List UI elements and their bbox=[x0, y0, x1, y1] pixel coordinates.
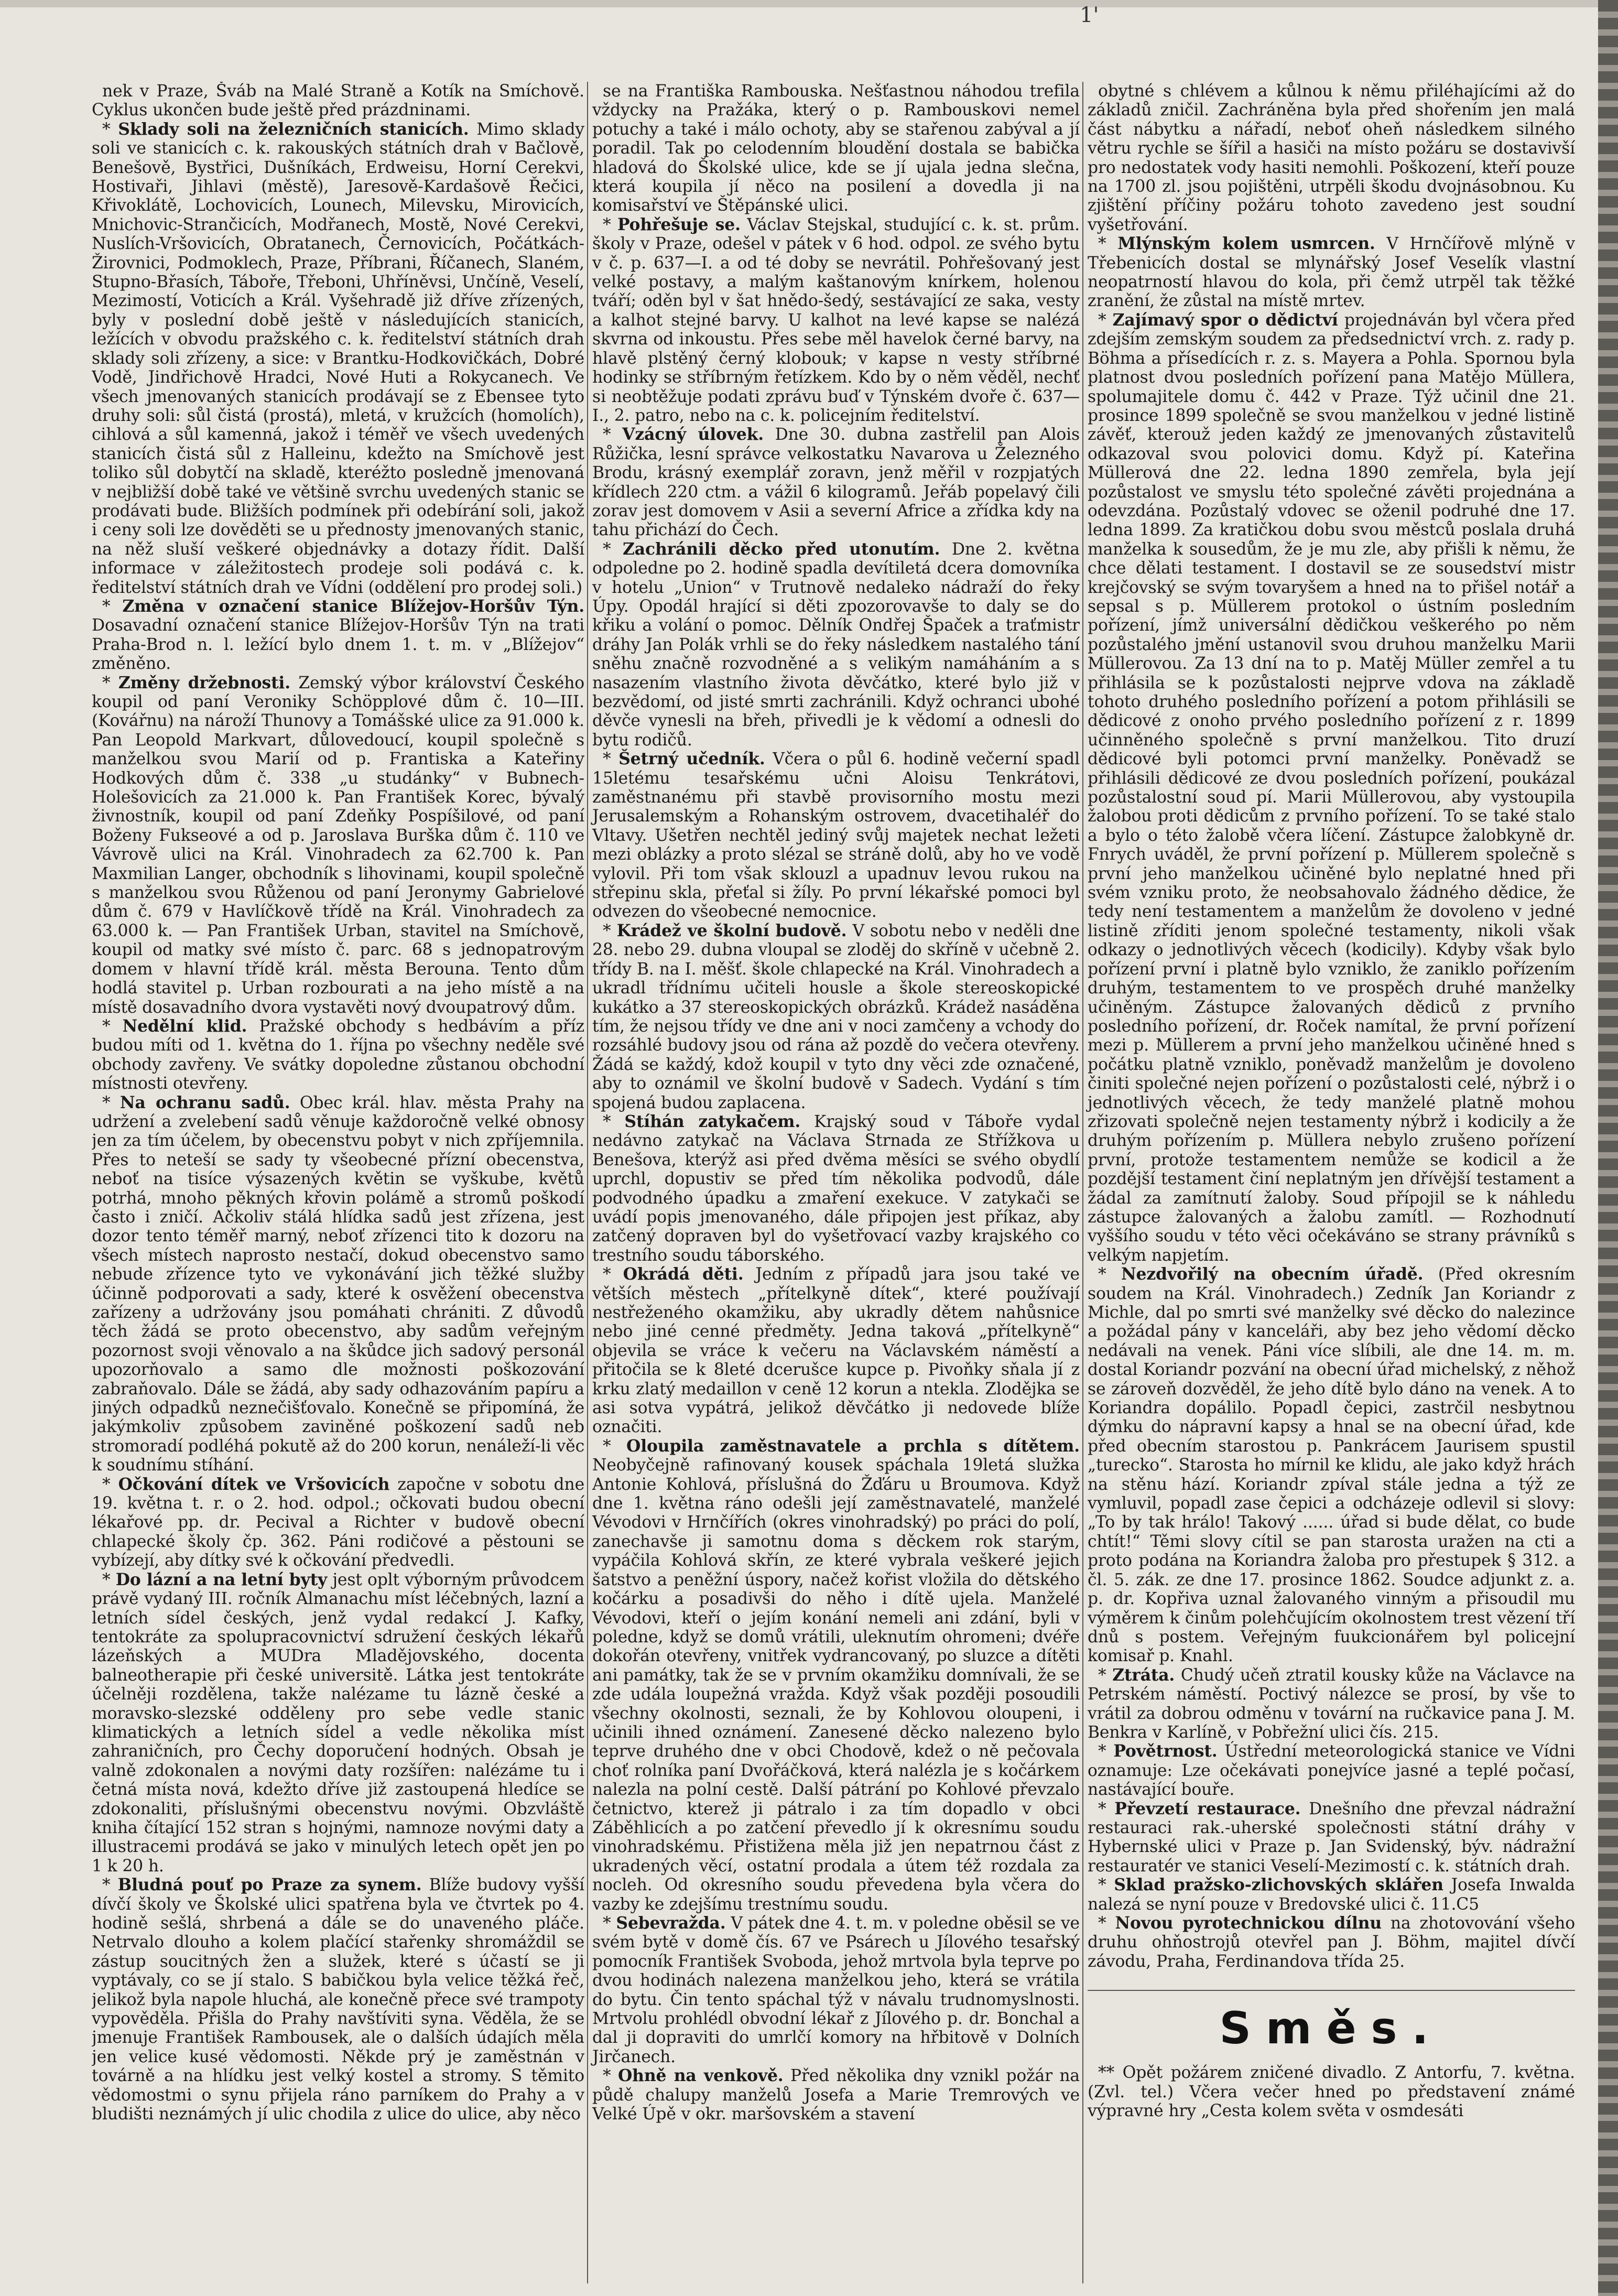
news-item: * Do lázní a na letní byty jest oplt výborným průvodcem právě vydaný III. ročník Almanachu míst léčebných, lazní a letních sídel českých, jenž vydal redakcí J. Kafky, tentokráte za spolupracovnictví sdružení českých lékařů lázeňských a MUDra Mladějovského, docenta balneotherapie při české universitě. Látka jest tentokráte účelněji rozdělena, takže nalézame tu lázně české a moravsko-slezské odděleny pro sebe vedle stanic klimatických a letních sídel a vedle několika míst zahraničních, pro Čechy doporučení hodných. Obsah je valně zdokonalen a novými daty rozšířen: nalézáme tu i četná místa nová, kdežto dříve již zastoupená hledíce se zdokonaliti, příslušnými obecenstvu novými. Obzvláště kniha čítající 152 stran s hojnými, namnoze novými daty a illustracemi prodává se jako v minulých letech opět jen po 1 k 20 h. bbox=[92, 1570, 584, 1876]
binding-edge bbox=[1598, 0, 1618, 2296]
news-item: * Převzetí restaurace. Dnešního dne převzal nádražní restauraci rak.-uherské společnosti státní dráhy v Hybernské ulici v Praze p. Jan Svidenský, býv. nádražní restauratér ve stanici Veselí-Mezimostí c. k. státních drah. bbox=[1088, 1799, 1575, 1876]
news-item-text: V pátek dne 4. t. m. v poledne oběsil se ve svém bytě v domě čís. 67 ve Psárech u Jílového tesařský pomocník František Svoboda, jehož mrtvola byla teprve po dvou hodinách nalezena manželkou jeho, která se vrátila do bytu. Čin tento spáchal týž v návalu trudnomyslnosti. Mrtvolu prohlédl obvodní lékař z Jílového p. dr. Bonchal a dal ji dopraviti do umrlčí komory na hřbitově v Dolních Jirčanech. bbox=[592, 1914, 1080, 2066]
news-item-headline: Vzácný úlovek. bbox=[622, 425, 764, 445]
news-item-text: Jedním z případů jara jsou také ve větších městech „přítelkyně dítek“, které používají nestřeženého okamžiku, aby ukradly dětem nahůsnice nebo jiné cenné předměty. Jedna taková „přítelkyně“ objevila se vráce k večeru na Václavském náměstí a přitočila se k 8leté dcerušce kupce p. Pivoňky sňala jí z krku zlatý medaillon v ceně 12 korun a ntekla. Zlodějka se asi sotva vypátrá, jelikož děvčátko ji nedovede blíže označiti. bbox=[592, 1265, 1080, 1437]
news-item: * Oloupila zaměstnavatele a prchla s dítětem. Neobyčejně rafinovaný kousek spáchala 19letá služka Antonie Kohlová, příslušná do Žďáru u Broumova. Když dne 1. května ráno odešli její zaměstnavatelé, manželé Vévodovi v Hrnčířích (okres vinohradský) po práci do polí, zanechavše ji samotnu doma s děckem rok starým, vypáčila Kohlová skřín, ze které vybrala veškeré jejich šatstvo a peněžní úspory, načež kořist vložila do dětského kočárku a posadivši do něho i dítě ujela. Manželé Vévodovi, kteří o jejím konání nemeli ani zdání, byli v poledne, když se domů vrátili, uleknutím ohromeni; dvéře dokořán otevřeny, vnitřek vydrancovaný, po sluzce a dítěti ani památky, tak že se v prvním okamžiku domnívali, že se zde udála loupežná vražda. Když však později posoudili všechny okolnosti, seznali, že by Kohlovou oloupeni, i učinili ihned oznámení. Zanesené děcko nalezeno bylo teprve druhého dne v obci Chodově, kdež o ně pečovala choť rolníka paní Dvořáčková, která nalézla je s kočárkem nalezla na polní cestě. Další pátrání po Kohlové převzalo četnictvo, kterež ji pátralo i za tím dopadlo v obci Záběhlicích a po zatčení převedlo jí k okresnímu soudu vinohradskému. Přistižena měla již jen nepatrnou část z ukradených věcí, ostatní prodala a útem též rozdala za nocleh. Od okresního soudu převedena byla včera do vazby ke zdejšímu trestnímu soudu. bbox=[592, 1436, 1080, 1914]
news-item-text: Před několika dny vznikl požár na půdě chalupy manželů Josefa a Marie Tremrových ve Velké Úpě v okr. maršovském a stavení bbox=[592, 2066, 1080, 2124]
news-item-headline: Na ochranu sadů. bbox=[120, 1093, 290, 1112]
news-item-text: započne v sobotu dne 19. května t. r. o 2. hod. odpol.; očkovati budou obecní lékařové pp. dr. Pecival a Richter v budově obecní chlapecké školy čp. 362. Páni rodičové a pěstouni se vybízejí, aby dítky své k očkování předvedli. bbox=[92, 1475, 584, 1571]
text-columns bbox=[92, 82, 1575, 2283]
news-item bbox=[1088, 82, 1575, 234]
news-item: * Bludná pouť po Praze za synem. Blíže budovy vyšší dívčí školy ve Školské ulici spatřena byla ve čtvrtek po 4. hodině sešlá, shrbená a dále se do unaveného pláče. Netrvalo dlouho a kolem plačící stařenky shromáždil se zástup soucitných žen a služek, které s účastí se ji vyptávaly, co se jí stalo. S babičkou byla velice těžká řeč, jelikož byla napole hluchá, ale konečně přece své trampoty vypověděla. Přišla do Prahy navštíviti syna. Věděla, že se jmenuje František Rambousek, ale o dalších údajích měla jen velice kusé vědomosti. Někde prý je zaměstnán v továrně a na hlídku jest velký kostel a stromy. S těmito vědomostmi o synu přijela ráno parníkem do Prahy a v bludišti neznámých jí ulic chodila z ulice do ulice, aby něco bbox=[92, 1876, 584, 2124]
news-item bbox=[592, 82, 1080, 215]
news-item-text: Chudý učeň ztratil kousky kůže na Václavce na Petrském náměstí. Poctivý nálezce se prosí, by vše to vrátil za dobrou odměnu v tovární na ručkavice pana J. M. Benkra v Karlíně, v Pobřežní ulici čís. 215. bbox=[1088, 1665, 1575, 1742]
column-2 bbox=[587, 82, 1080, 2283]
news-item-headline: Nezdvořilý na obecním úřadě. bbox=[1121, 1265, 1424, 1284]
news-item-text: ** Opět požárem zničené divadlo. Z Antorfu, 7. května. (Zvl. tel.) Včera večer hned po představení známé výpravné hry „Cesta kolem světa v osmdesáti bbox=[1088, 2063, 1575, 2121]
news-item: * Stíhán zatykačem. Krajský soud v Táboře vydal nedávno zatykač na Václava Strnada ze Střížkova u Benešova, kterýž asi před dvěma měsíci se svého obydlí uprchl, dopustiv se před tím několika podvodů, dále podvodného úpadku a zmaření exekuce. V zatykači se uvádí popis jmenovaného, dále připojen jest příkaz, aby zatčený dopraven byl do vyšetřovací vazby krajského co trestního soudu táborského. bbox=[592, 1112, 1080, 1265]
news-item-text: Obec král. hlav. města Prahy na udržení a zvelebení sadů věnuje každoročně velké obnosy jen za tím účelem, by obecenstvu pobyt v nich zpříjemnila. Přes to neteší se sady ty všeobecné přízní obecenstva, neboť na tisíce výsazených květin se vyškube, květů potrhá, mnoho pěkných křovin polámě a stromů poškodí často i zničí. Ačkoliv stálá hlídka sadů jest zřízena, jest dozor tento téměř marný, neboť zřízenci tito k dozoru na všech místech naprosto nestačí, dokud obecenstvo samo nebude zřízence tyto ve vykonávání jich těžké služby účinně podporovati a sady, které k osvěžení obecenstva zařízeny a udržovány jsou pomáhati chrániti. Z důvodů těch žádá se proto obecenstvo, aby sadům veřejným pozornost svoji věnovalo a na škůdce jich sadový personál upozorňovalo a samo dle možnosti poškozování zabraňovalo. Dále se žádá, aby sady odhazováním papíru a jiných odpadků neznečišťovalo. Konečně se připomíná, že jakýmkoliv způsobem zaviněné poškození sadů neb stromoradí podléhá pokutě až do 200 korun, nenáleží-li věc k soudnímu stíhání. bbox=[92, 1093, 584, 1475]
news-item-headline: Sebevražda. bbox=[616, 1914, 726, 1933]
news-item: * Šetrný učedník. Včera o půl 6. hodině večerní spadl 15letému tesařskému učni Aloisu Tenkrátovi, zaměstnanému při stavbě provisorního mostu mezi Jerusalemským a Rohanským ostrovem, dvacetihaléř do Vltavy. Ušetřen nechtěl jediný svůj majetek nechat ležeti mezi oblázky a proto slézal se stráně dolů, aby ho ve vodě vylovil. Při tom však sklouzl a upadnuv levou rukou na střepinu skla, přeťal si žíly. Po první lékařské pomoci byl odvezen do všeobecné nemocnice. bbox=[592, 750, 1080, 922]
news-item-text: Pražské obchody s hedbávím a příz budou míti od 1. května do 1. října po všechny neděle své obchody zavřeny. Ve svátky dopoledne zůstanou obchodní místnosti otevřeny. bbox=[92, 1016, 584, 1093]
news-item: * Okrádá děti. Jedním z případů jara jsou také ve větších městech „přítelkyně dítek“, které používají nestřeženého okamžiku, aby ukradly dětem nahůsnice nebo jiné cenné předměty. Jedna taková „přítelkyně“ objevila se vráce k večeru na Václavském náměstí a přitočila se k 8leté dcerušce kupce p. Pivoňky sňala jí z krku zlatý medaillon v ceně 12 korun a ntekla. Zlodějka se asi sotva vypátrá, jelikož děvčátko ji nedovede blíže označiti. bbox=[592, 1265, 1080, 1437]
news-item: * Povětrnost. Ústřední meteorologická stanice ve Vídni oznamuje: Lze očekávati ponejvíce jasné a teplé počasí, nastávající bouře. bbox=[1088, 1742, 1575, 1800]
news-item-headline: Zachránili děcko před utonutím. bbox=[623, 539, 940, 559]
news-item-text: Dnešního dne převzal nádražní restauraci rak.-uherské společnosti státní dráhy v Hybernské ulici v Praze p. Jan Svidenský, býv. nádražní restauratér ve stanici Veselí-Mezimostí c. k. státních drah. bbox=[1088, 1799, 1575, 1876]
news-item-headline: Sklad pražsko-zlichovských sklářen bbox=[1114, 1876, 1443, 1895]
news-item: * Novou pyrotechnickou dílnu na zhotovování všeho druhu ohňostrojů otevřel pan J. Böhm, majitel dívčí závodu, Praha, Ferdinandova třída 25. bbox=[1088, 1914, 1575, 1971]
news-item: * Sklad pražsko-zlichovských sklářen Josefa Inwalda nalezá se nyní pouze v Bredovské ulici č. 11.C5 bbox=[1088, 1876, 1575, 1914]
news-item: * Na ochranu sadů. Obec král. hlav. města Prahy na udržení a zvelebení sadů věnuje každoročně velké obnosy jen za tím účelem, by obecenstvu pobyt v nich zpříjemnila. Přes to neteší se sady ty všeobecné přízní obecenstva, neboť na tisíce výsazených květin se vyškube, květů potrhá, mnoho pěkných křovin polámě a stromů poškodí často i zničí. Ačkoliv stálá hlídka sadů jest zřízena, jest dozor tento téměř marný, neboť zřízenci tito k dozoru na všech místech naprosto nestačí, dokud obecenstvo samo nebude zřízence tyto ve vykonávání jich těžké služby účinně podporovati a sady, které k osvěžení obecenstva zařízeny a udržovány jsou pomáhati chrániti. Z důvodů těch žádá se proto obecenstvo, aby sadům veřejným pozornost svoji věnovalo a na škůdce jich sadový personál upozorňovalo a samo dle možnosti poškozování zabraňovalo. Dále se žádá, aby sady odhazováním papíru a jiných odpadků neznečišťovalo. Konečně se připomíná, že jakýmkoliv způsobem zaviněné poškození sadů neb stromoradí podléhá pokutě až do 200 korun, nenáleží-li věc k soudnímu stíhání. bbox=[92, 1093, 584, 1475]
news-item: * Nezdvořilý na obecním úřadě. (Před okresním soudem na Král. Vinohradech.) Zedník Jan Koriandr z Michle, dal po smrti své manželky své děcko do nalezince a požádal pány v kanceláři, aby bez jeho vědomí děcko nedávali na venek. Páni více slíbili, ale dne 14. m. m. dostal Koriandr pozvání na obecní úřad michelský, z něhož se zároveň dozvěděl, že jeho dítě bylo dáno na venek. A to Koriandra dopálilo. Popadl čepici, zastrčil nesbytnou dýmku do nápravní kapsy a hnal se na obecní úřad, kde před obecním starostou p. Pankrácem Jaurisem spustil „turecko“. Starosta ho mírnil ke klidu, ale jako když hrách na stěnu hází. Koriandr zpíval stále jedna a týž ze vymluvil, popadl zase čepici a odcházeje odlevil si slovy: „To by tak hrálo! Takový ...... úřad si bude dělat, co bude chtít!“ Těmi slovy cítil se pan starosta uražen na cti a proto podána na Koriandra žaloba pro přestupek § 312. a čl. 5. zák. ze dne 17. prosince 1862. Soudce adjunkt z. a. p. dr. Kopřiva uznal žalovaného vinným a přisoudil mu výměrem k činům polehčujícím okolnostem trest vězení tří dnů s postem. Veřejným fuukcionářem byl policejní komisař p. Knahl. bbox=[1088, 1265, 1575, 1666]
news-item-headline: Ztráta. bbox=[1112, 1665, 1175, 1685]
news-item: * Sebevražda. V pátek dne 4. t. m. v poledne oběsil se ve svém bytě v domě čís. 67 ve Psárech u Jílového tesařský pomocník František Svoboda, jehož mrtvola byla teprve po dvou hodinách nalezena manželkou jeho, která se vrátila do bytu. Čin tento spáchal týž v návalu trudnomyslnosti. Mrtvolu prohlédl obvodní lékař z Jílového p. dr. Bonchal a dal ji dopraviti do umrlčí komory na hřbitově v Dolních Jirčanech. bbox=[592, 1914, 1080, 2066]
news-item: * Zajímavý spor o dědictví projednáván byl včera před zdejším zemským soudem za předsednictví vrch. z. rady p. Böhma a přísedících r. z. s. Mayera a Pohla. Spornou byla platnost dvou posledních pořízení pana Matějo Müllera, spolumajitele domu č. 442 v Praze. Týž učinil dne 21. prosince 1899 společně se svou manželkou v jedné listině závěť, kterouž jeden každý ze jmenovaných zůstavitelů odkazoval svou polovici domu. Když pí. Kateřina Müllerová dne 22. ledna 1890 zemřela, byla její pozůstalost ve smyslu této společné závěti projednána a odevzdána. Pozůstalý vdovec se oženil podruhé dne 17. ledna 1899. Za kratičkou dobu svou městců poslala druhá manželka k sousedům, že je mu zle, aby přišli k němu, že chce dělati testament. I dostavil se ze sousedství mistr krejčovský se svým tovaryšem a hned na to přišel notář a sepsal s p. Müllerem protokol o ústním posledním pořízení, jímž universální dědičkou veškerého po něm pozůstalého jmění ustanovil svou druhou manželku Marii Müllerovou. Za 13 dní na to p. Matěj Müller zemřel a tu přihlásila se k pozůstalosti nejprve vdova na základě tohoto druhého posledního pořízení a potom přihlásili se dědicové z onoho prvého posledního pořízení z r. 1899 učinněného společně s první manželkou. Tito druzí dědicové byli potomci první manželky. Poněvadž se přihlásili dědicové ze dvou posledních pořízení, poukázal pozůstalostní soud pí. Marii Müllerovou, aby vystoupila žalobou proti dědicům z prvního pořízení. To se také stalo a bylo o této žalobě včera líčení. Zástupce žalobkyně dr. Fnrych uváděl, že první pořízení p. Müllerem společně s první jeho manželkou učiněné bylo neplatné hned při svém vzniku proto, že neobsahovalo žádného dědice, že tedy není testamentem a manželům že dovoleno v jedné listině zříditi jenom společné testamenty, nikoli však odkazy o jednotlivých věcech (kodicily). Kdyby však bylo pořízení první i platně bylo vzniklo, že zaniklo pořízením druhým, testamentem to ve prospěch druhé manželky učiněným. Zástupce žalovaných dědiců z prvního posledního pořízení, dr. Roček namítal, že první pořízení mezi p. Müllerem a první jeho manželkou učiněné hned s počátku platně vzniklo, poněvadž manželům je dovoleno činiti společné nejen pořízení o pozůstalosti celé, nýbrž i o jednotlivých věcech, že tedy manželé platně mohou zřizovati společně nejen testamenty nýbrž i kodicily a že druhým pořízením p. Müllera nebylo zrušeno pořízení první, protože testamentem nemůže se kodicil a že pozdější testament činí neplatným jen dřívější testament a žádal za zamítnutí žaloby. Soud přípojil se k náhledu zástupce žalovaných a žalobu zamítl. — Rozhodnutí vyššího soudu v této věci očekáváno se strany právníků s velkým napjetím. bbox=[1088, 310, 1575, 1265]
news-item: * Pohřešuje se. Václav Stejskal, studující c. k. st. prům. školy v Praze, odešel v pátek v 6 hod. odpol. ze svého bytu v č. p. 637—I. a od té doby se nevrátil. Pohřešovaný jest velké postavy, a malým kaštanovým knírkem, holenou tváří; oděn byl v šat hnědo-šedý, sestávající ze saka, vesty a kalhot stejné barvy. U kalhot na levé kapse se nalézá skvrna od inkoustu. Přes sebe měl havelok černé barvy, na hlavě plstěný černý klobouk; v kapse n vesty stříbrné hodinky se stříbrným řetízkem. Kdo by o něm věděl, nechť si neobtěžuje podati zprávu buď v Týnském dvoře č. 637—I., 2. patro, nebo na c. k. policejním ředitelství. bbox=[592, 215, 1080, 425]
news-item-text: Mimo sklady soli ve stanicích c. k. rakouských státních drah v Bačlově, Benešově, Bystřici, Dušníkách, Erdweisu, Horní Cerekvi, Hostivaři, Jihlavi (městě), Jaresově-Kardašově Řečici, Křivoklátě, Lochovicích, Lounech, Milevsku, Mirovicích, Mnichovic-Strančicích, Modřanech, Mostě, Nové Cerekvi, Nuslích-Vršovicích, Obratanech, Černovicích, Počátkách-Žirovnici, Podmoklech, Praze, Příbrani, Říčanech, Slaném, Stupno-Břasích, Táboře, Třeboni, Uhříněvsi, Unčíně, Veselí, Mezimostí, Voticích a Král. Vyšehradě již dříve zřízených, byly v poslední době ještě v následujících stanicích, ležících v obvodu pražského c. k. ředitelství státních drah sklady soli zřízeny, a sice: v Brantku-Hodkovičkách, Dobré Vodě, Jindřichově Hradci, Nové Huti a Rokycanech. Ve všech jmenovaných stanicích prodávají se z Ebensee tyto druhy soli: sůl čistá (prostá), mletá, v kružcích (homolích), cihlová a sůl kamenná, jakož i téměř ve všech uvedených stanicích čistá sůl z Halleinu, kdežto na Smíchově jest toliko sůl dobytčí na skladě, kteréžto posledně jmenovaná v nejbližší době také ve většině svrchu uvedených stanic se prodávati bude. Bližších podmínek při odebírání soli, jakož i ceny soli lze dověděti se u přednosty jmenovaných stanic, na něž sluší veškeré objednávky a dotazy řídit. Další informace v záležitostech prodeje soli podává c. k. ředitelství státních drah ve Vídni (oddělení pro prodej soli.) bbox=[92, 120, 584, 597]
column-3 bbox=[1082, 82, 1575, 2283]
news-item-text: Blíže budovy vyšší dívčí školy ve Školské ulici spatřena byla ve čtvrtek po 4. hodině sešlá, shrbená a dále se do unaveného pláče. Netrvalo dlouho a kolem plačící stařenky shromáždil se zástup soucitných žen a služek, které s účastí se ji vyptávaly, co se jí stalo. S babičkou byla velice těžká řeč, jelikož byla napole hluchá, ale konečně přece své trampoty vypověděla. Přišla do Prahy navštíviti syna. Věděla, že se jmenuje František Rambousek, ale o dalších údajích měla jen velice kusé vědomosti. Někde prý je zaměstnán v továrně a na hlídku jest velký kostel a stromy. S těmito vědomostmi o synu přijela ráno parníkem do Prahy a v bludišti neznámých jí ulic chodila z ulice do ulice, aby něco bbox=[92, 1876, 584, 2124]
news-item-headline: Novou pyrotechnickou dílnu bbox=[1115, 1914, 1382, 1933]
news-item-headline: Okrádá děti. bbox=[623, 1265, 744, 1284]
corner-mark: 1' bbox=[1080, 3, 1099, 27]
smes-section bbox=[1088, 2063, 1575, 2120]
news-item-text: (Před okresním soudem na Král. Vinohradech.) Zedník Jan Koriandr z Michle, dal po smrti své manželky své děcko do nalezince a požádal pány v kanceláři, aby bez jeho vědomí děcko nedávali na venek. Páni více slíbili, ale dne 14. m. m. dostal Koriandr pozvání na obecní úřad michelský, z něhož se zároveň dozvěděl, že jeho dítě bylo dáno na venek. A to Koriandra dopálilo. Popadl čepici, zastrčil nesbytnou dýmku do nápravní kapsy a hnal se na obecní úřad, kde před obecním starostou p. Pankrácem Jaurisem spustil „turecko“. Starosta ho mírnil ke klidu, ale jako když hrách na stěnu hází. Koriandr zpíval stále jedna a týž ze vymluvil, popadl zase čepici a odcházeje odlevil si slovy: „To by tak hrálo! Takový ...... úřad si bude dělat, co bude chtít!“ Těmi slovy cítil se pan starosta uražen na cti a proto podána na Koriandra žaloba pro přestupek § 312. a čl. 5. zák. ze dne 17. prosince 1862. Soudce adjunkt z. a. p. dr. Kopřiva uznal žalovaného vinným a přisoudil mu výměrem k činům polehčujícím okolnostem trest vězení tří dnů s postem. Veřejným fuukcionářem byl policejní komisař p. Knahl. bbox=[1088, 1265, 1575, 1666]
news-item-headline: Stíhán zatykačem. bbox=[624, 1112, 801, 1131]
news-item bbox=[1088, 2063, 1575, 2120]
news-item: * Mlýnským kolem usmrcen. V Hrnčířově mlýně v Třebenicích dostal se mlynářský Josef Veselík vlastní neopatrností hlavou do kola, při čemž utrpěl tak těžké zranění, že zůstal na místě mrtev. bbox=[1088, 234, 1575, 311]
news-item-headline: Převzetí restaurace. bbox=[1114, 1799, 1301, 1818]
news-item-text: V sobotu nebo v neděli dne 28. nebo 29. dubna vloupal se zloděj do skříně v učebně 2. třídy B. na I. měšť. škole chlapecké na Král. Vinohradech a ukradl třídnímu učiteli housle a škole stereoskopické kukátko a 37 stereoskopických obrázků. Krádež nasáděna tím, že nejsou třídy ve dne ani v noci zamčeny a vchody do rozsáhlé budovy jsou od rána až pozdě do večera otevřeny. Žádá se každý, kdož koupil v tyto dny věci zde označené, aby to oznámil ve školní budově v Sadech. Vydání s tím spojená budou zaplacena. bbox=[592, 921, 1080, 1112]
news-item-headline: Do lázní a na letní byty bbox=[115, 1570, 328, 1589]
news-item-text: jest oplt výborným průvodcem právě vydaný III. ročník Almanachu míst léčebných, lazní a letních sídel českých, jenž vydal redakcí J. Kafky, tentokráte za spolupracovnictví sdružení českých lékařů lázeňských a MUDra Mladějovského, docenta balneotherapie při české universitě. Látka jest tentokráte účelněji rozdělena, takže nalézame tu lázně české a moravsko-slezské odděleny pro sebe vedle stanic klimatických a letních sídel a vedle několika míst zahraničních, pro Čechy doporučení hodných. Obsah je valně zdokonalen a novými daty rozšířen: nalézáme tu i četná místa nová, kdežto dříve již zastoupená hledíce se zdokonaliti, příslušnými obecenstvu novými. Obzvláště kniha čítající 152 stran s hojnými, namnoze novými daty a illustracemi prodává se jako v minulých letech opět jen po 1 k 20 h. bbox=[92, 1570, 584, 1876]
news-item-text: Neobyčejně rafinovaný kousek spáchala 19letá služka Antonie Kohlová, příslušná do Žďáru u Broumova. Když dne 1. května ráno odešli její zaměstnavatelé, manželé Vévodovi v Hrnčířích (okres vinohradský) po práci do polí, zanechavše ji samotnu doma s děckem rok starým, vypáčila Kohlová skřín, ze které vybrala veškeré jejich šatstvo a peněžní úspory, načež kořist vložila do dětského kočárku a posadivši do něho i dítě ujela. Manželé Vévodovi, kteří o jejím konání nemeli ani zdání, byli v poledne, když se domů vrátili, uleknutím ohromeni; dvéře dokořán otevřeny, vnitřek vydrancovaný, po sluzce a dítěti ani památky, tak že se v prvním okamžiku domnívali, že se zde udála loupežná vražda. Když však později posoudili všechny okolnosti, seznali, že by Kohlovou oloupeni, i učinili ihned oznámení. Zanesené děcko nalezeno bylo teprve druhého dne v obci Chodově, kdež o ně pečovala choť rolníka paní Dvořáčková, která nalézla je s kočárkem nalezla na polní cestě. Další pátrání po Kohlové převzalo četnictvo, kterež ji pátralo i za tím dopadlo v obci Záběhlicích a po zatčení převedlo jí k okresnímu soudu vinohradskému. Přistižena měla již jen nepatrnou část z ukradených věcí, ostatní prodala a útem též rozdala za nocleh. Od okresního soudu převedena byla včera do vazby ke zdejšímu trestnímu soudu. bbox=[592, 1456, 1080, 1914]
news-item-text: Včera o půl 6. hodině večerní spadl 15letému tesařskému učni Aloisu Tenkrátovi, zaměstnanému při stavbě provisorního mostu mezi Jerusalemským a Rohanským ostrovem, dvacetihaléř do Vltavy. Ušetřen nechtěl jediný svůj majetek nechat ležeti mezi oblázky a proto slézal se stráně dolů, aby ho ve vodě vylovil. Při tom však sklouzl a upadnuv levou rukou na střepinu skla, přeťal si žíly. Po první lékařské pomoci byl odvezen do všeobecné nemocnice. bbox=[592, 750, 1080, 922]
news-item-text: obytné s chlévem a kůlnou k němu přiléhajícími až do základů zničil. Zachráněna byla před shořením jen malá část nábytku a nářadí, neboť oheň následkem silného větru rychle se šířil a hasiči na místo požáru se dostavivší pro nedostatek vody hasiti nemohli. Poškození, kteří pouze na 1700 zl. jsou pojištěni, utrpěli škodu dvojnásobnou. Ku zjištění příčiny požáru tohoto zavedeno jest soudní vyšetřování. bbox=[1088, 82, 1575, 234]
news-item bbox=[92, 82, 584, 120]
news-item-headline: Sklady soli na železničních stanicích. bbox=[118, 120, 469, 139]
news-item: * Změna v označení stanice Blížejov-Horšův Týn. Dosavadní označení stanice Blížejov-Horšův Týn na trati Praha-Brod n. l. ležící bylo dnem 1. t. m. v „Blížejov“ změněno. bbox=[92, 597, 584, 674]
news-item: * Ohně na venkově. Před několika dny vznikl požár na půdě chalupy manželů Josefa a Marie Tremrových ve Velké Úpě v okr. maršovském a stavení bbox=[592, 2066, 1080, 2124]
news-item-text: Dosavadní označení stanice Blížejov-Horšův Týn na trati Praha-Brod n. l. ležící bylo dnem 1. t. m. v „Blížejov“ změněno. bbox=[92, 616, 584, 674]
news-item: * Nedělní klid. Pražské obchody s hedbávím a příz budou míti od 1. května do 1. října po všechny neděle své obchody zavřeny. Ve svátky dopoledne zůstanou obchodní místnosti otevřeny. bbox=[92, 1016, 584, 1093]
news-item-text: Dne 30. dubna zastřelil pan Alois Růžička, lesní správce velkostatku Navarova u Železného Brodu, krásný exemplář zoravn, jenž měřil v rozpjatých křídlech 220 ctm. a vážil 6 kilogramů. Jeřáb popelavý čili zorav jest domovem v Asii a severní Africe a zřídka kdy na tahu přichází do Čech. bbox=[592, 425, 1080, 540]
news-item-headline: Šetrný učedník. bbox=[618, 750, 765, 769]
news-item-headline: Změny držebnosti. bbox=[118, 673, 290, 692]
news-item-text: Dne 2. května odpoledne po 2. hodině spadla devítiletá dcera domovníka v hotelu „Union“ v Trutnově nedaleko nádraží do řeky Úpy. Opodál hrající si děti zpozorovavše to daly se do křiku a volání o pomoc. Dělník Ondřej Špaček a traťmistr dráhy Jan Polák vrhli se do řeky následkem nastalého tání sněhu značně rozvodněné a s velikým namáháním a s nasazením vlastního života děvčátko, které bylo již v bezvědomí, od jisté smrti zachránili. Když ochranci ubohé děvče vynesli na břeh, přivedli je k vědomí a odnesli do bytu rodičů. bbox=[592, 539, 1080, 750]
news-item-headline: Pohřešuje se. bbox=[617, 215, 741, 234]
news-item-headline: Povětrnost. bbox=[1113, 1742, 1218, 1761]
scan-top-edge bbox=[0, 0, 1618, 7]
news-item: * Ztráta. Chudý učeň ztratil kousky kůže na Václavce na Petrském náměstí. Poctivý nálezce se prosí, by vše to vrátil za dobrou odměnu v tovární na ručkavice pana J. M. Benkra v Karlíně, v Pobřežní ulici čís. 215. bbox=[1088, 1665, 1575, 1742]
news-item-text: se na Františka Rambouska. Nešťastnou náhodou trefila vždycky na Pražáka, který o p. Rambouskovi nemel potuchy a také i málo ochoty, aby se stařenou zabýval a jí poradil. Tak po celodenním bloudění dostala se babička hladová do Školské ulice, kde se jí ujala jedna slečna, která koupila jí něco na posilení a dovedla ji na komisařství ve Štěpánské ulici. bbox=[592, 82, 1080, 215]
news-item: * Sklady soli na železničních stanicích. Mimo sklady soli ve stanicích c. k. rakouských státních drah v Bačlově, Benešově, Bystřici, Dušníkách, Erdweisu, Horní Cerekvi, Hostivaři, Jihlavi (městě), Jaresově-Kardašově Řečici, Křivoklátě, Lochovicích, Lounech, Milevsku, Mirovicích, Mnichovic-Strančicích, Modřanech, Mostě, Nové Cerekvi, Nuslích-Vršovicích, Obratanech, Černovicích, Počátkách-Žirovnici, Podmoklech, Praze, Příbrani, Říčanech, Slaném, Stupno-Břasích, Táboře, Třeboni, Uhříněvsi, Unčíně, Veselí, Mezimostí, Voticích a Král. Vyšehradě již dříve zřízených, byly v poslední době ještě v následujících stanicích, ležících v obvodu pražského c. k. ředitelství státních drah sklady soli zřízeny, a sice: v Brantku-Hodkovičkách, Dobré Vodě, Jindřichově Hradci, Nové Huti a Rokycanech. Ve všech jmenovaných stanicích prodávají se z Ebensee tyto druhy soli: sůl čistá (prostá), mletá, v kružcích (homolích), cihlová a sůl kamenná, jakož i téměř ve všech uvedených stanicích čistá sůl z Halleinu, kdežto na Smíchově jest toliko sůl dobytčí na skladě, kteréžto posledně jmenovaná v nejbližší době také ve většině svrchu uvedených stanic se prodávati bude. Bližších podmínek při odebírání soli, jakož i ceny soli lze dověděti se u přednosty jmenovaných stanic, na něž sluší veškeré objednávky a dotazy řídit. Další informace v záležitostech prodeje soli podává c. k. ředitelství státních drah ve Vídni (oddělení pro prodej soli.) bbox=[92, 120, 584, 597]
news-item-text: nek v Praze, Šváb na Malé Straně a Kotík na Smíchově. Cyklus ukončen bude ještě před prázdninami. bbox=[92, 82, 584, 120]
news-item-headline: Mlýnským kolem usmrcen. bbox=[1117, 234, 1375, 254]
section-heading-smes: Směs. bbox=[1088, 1990, 1575, 2054]
news-item-headline: Krádež ve školní budově. bbox=[616, 921, 847, 940]
news-item: * Zachránili děcko před utonutím. Dne 2. května odpoledne po 2. hodině spadla devítiletá dcera domovníka v hotelu „Union“ v Trutnově nedaleko nádraží do řeky Úpy. Opodál hrající si děti zpozorovavše to daly se do křiku a volání o pomoc. Dělník Ondřej Špaček a traťmistr dráhy Jan Polák vrhli se do řeky následkem nastalého tání sněhu značně rozvodněné a s velikým namáháním a s nasazením vlastního života děvčátko, které bylo již v bezvědomí, od jisté smrti zachránili. Když ochranci ubohé děvče vynesli na břeh, přivedli je k vědomí a odnesli do bytu rodičů. bbox=[592, 539, 1080, 750]
news-item-headline: Očkování dítek ve Vršovicích bbox=[118, 1475, 390, 1494]
news-item-headline: Zajímavý spor o dědictví bbox=[1112, 310, 1338, 330]
news-item-text: Ústřední meteorologická stanice ve Vídni oznamuje: Lze očekávati ponejvíce jasné a teplé počasí, nastávající bouře. bbox=[1088, 1742, 1575, 1800]
news-item-text: V Hrnčířově mlýně v Třebenicích dostal se mlynářský Josef Veselík vlastní neopatrností hlavou do kola, při čemž utrpěl tak těžké zranění, že zůstal na místě mrtev. bbox=[1088, 234, 1575, 311]
column-1 bbox=[92, 82, 584, 2283]
news-item-text: Krajský soud v Táboře vydal nedávno zatykač na Václava Strnada ze Střížkova u Benešova, kterýž asi před dvěma měsíci se svého obydlí uprchl, dopustiv se před tím několika podvodů, dále podvodného úpadku a zmaření exekuce. V zatykači se uvádí popis jmenovaného, dále připojen jest příkaz, aby zatčený dopraven byl do vyšetřovací vazby krajského co trestního soudu táborského. bbox=[592, 1112, 1080, 1265]
news-item: * Změny držebnosti. Zemský výbor království Českého koupil od paní Veroniky Schöpplové dům č. 10—III. (Kovářnu) na nároží Thunovy a Tomášské ulice za 91.000 k. Pan Leopold Markvart, důlovedoucí, koupil společně s manželkou svou Marií od p. Frantiska a Kateřiny Hodkových dům č. 338 „u studánky“ v Bubnech-Holešovicích za 21.000 k. Pan František Korec, bývalý živnostník, koupil od paní Zdeňky Pospíšilové, od paní Boženy Fukseové a od p. Jaroslava Burška dům č. 110 ve Vávrově ulici na Král. Vinohradech za 62.700 k. Pan Maxmilian Langer, obchodník s lihovinami, koupil společně s manželkou svou Růženou od paní Jeronymy Gabrielové dům č. 679 v Havlíčkově třídě na Král. Vinohradech za 63.000 k. — Pan František Urban, stavitel na Smíchově, koupil od matky své místo č. parc. 68 s jednopatrovým domem v hlavní třídě král. města Berouna. Tento dům hodlá stavitel p. Urban rozbourati a na jeho místě a na místě dosavadního dvora vystavěti nový dvoupatrový dům. bbox=[92, 673, 584, 1017]
news-item-headline: Oloupila zaměstnavatele a prchla s dítětem. bbox=[626, 1436, 1080, 1456]
news-item-headline: Nedělní klid. bbox=[122, 1016, 247, 1036]
news-item-text: Václav Stejskal, studující c. k. st. prům. školy v Praze, odešel v pátek v 6 hod. odpol. ze svého bytu v č. p. 637—I. a od té doby se nevrátil. Pohřešovaný jest velké postavy, a malým kaštanovým knírkem, holenou tváří; oděn byl v šat hnědo-šedý, sestávající ze saka, vesty a kalhot stejné barvy. U kalhot na levé kapse se nalézá skvrna od inkoustu. Přes sebe měl havelok černé barvy, na hlavě plstěný černý klobouk; v kapse n vesty stříbrné hodinky se stříbrným řetízkem. Kdo by o něm věděl, nechť si neobtěžuje podati zprávu buď v Týnském dvoře č. 637—I., 2. patro, nebo na c. k. policejním ředitelství. bbox=[592, 215, 1080, 425]
news-item-headline: Bludná pouť po Praze za synem. bbox=[117, 1876, 422, 1895]
news-item: * Krádež ve školní budově. V sobotu nebo v neděli dne 28. nebo 29. dubna vloupal se zloděj do skříně v učebně 2. třídy B. na I. měšť. škole chlapecké na Král. Vinohradech a ukradl třídnímu učiteli housle a škole stereoskopické kukátko a 37 stereoskopických obrázků. Krádež nasáděna tím, že nejsou třídy ve dne ani v noci zamčeny a vchody do rozsáhlé budovy jsou od rána až pozdě do večera otevřeny. Žádá se každý, kdož koupil v tyto dny věci zde označené, aby to oznámil ve školní budově v Sadech. Vydání s tím spojená budou zaplacena. bbox=[592, 921, 1080, 1112]
news-item-headline: Změna v označení stanice Blížejov-Horšův Týn. bbox=[122, 597, 584, 616]
news-item: * Vzácný úlovek. Dne 30. dubna zastřelil pan Alois Růžička, lesní správce velkostatku Navarova u Železného Brodu, krásný exemplář zoravn, jenž měřil v rozpjatých křídlech 220 ctm. a vážil 6 kilogramů. Jeřáb popelavý čili zorav jest domovem v Asii a severní Africe a zřídka kdy na tahu přichází do Čech. bbox=[592, 425, 1080, 540]
news-item-text: na zhotovování všeho druhu ohňostrojů otevřel pan J. Böhm, majitel dívčí závodu, Praha, Ferdinandova třída 25. bbox=[1088, 1914, 1575, 1971]
news-item-text: Josefa Inwalda nalezá se nyní pouze v Bredovské ulici č. 11.C5 bbox=[1088, 1876, 1575, 1914]
news-item-text: projednáván byl včera před zdejším zemským soudem za předsednictví vrch. z. rady p. Böhma a přísedících r. z. s. Mayera a Pohla. Spornou byla platnost dvou posledních pořízení pana Matějo Müllera, spolumajitele domu č. 442 v Praze. Týž učinil dne 21. prosince 1899 společně se svou manželkou v jedné listině závěť, kterouž jeden každý ze jmenovaných zůstavitelů odkazoval svou polovici domu. Když pí. Kateřina Müllerová dne 22. ledna 1890 zemřela, byla její pozůstalost ve smyslu této společné závěti projednána a odevzdána. Pozůstalý vdovec se oženil podruhé dne 17. ledna 1899. Za kratičkou dobu svou městců poslala druhá manželka k sousedům, že je mu zle, aby přišli k němu, že chce dělati testament. I dostavil se ze sousedství mistr krejčovský se svým tovaryšem a hned na to přišel notář a sepsal s p. Müllerem protokol o ústním posledním pořízení, jímž universální dědičkou veškerého po něm pozůstalého jmění ustanovil svou druhou manželku Marii Müllerovou. Za 13 dní na to p. Matěj Müller zemřel a tu přihlásila se k pozůstalosti nejprve vdova na základě tohoto druhého posledního pořízení a potom přihlásili se dědicové z onoho prvého posledního pořízení z r. 1899 učinněného společně s první manželkou. Tito druzí dědicové byli potomci první manželky. Poněvadž se přihlásili dědicové ze dvou posledních pořízení, poukázal pozůstalostní soud pí. Marii Müllerovou, aby vystoupila žalobou proti dědicům z prvního pořízení. To se také stalo a bylo o této žalobě včera líčení. Zástupce žalobkyně dr. Fnrych uváděl, že první pořízení p. Müllerem společně s první jeho manželkou učiněné bylo neplatné hned při svém vzniku proto, že neobsahovalo žádného dědice, že tedy není testamentem a manželům že dovoleno v jedné listině zříditi jenom společné testamenty, nikoli však odkazy o jednotlivých věcech (kodicily). Kdyby však bylo pořízení první i platně bylo vzniklo, že zaniklo pořízením druhým, testamentem to ve prospěch druhé manželky učiněným. Zástupce žalovaných dědiců z prvního posledního pořízení, dr. Roček namítal, že první pořízení mezi p. Müllerem a první jeho manželkou učiněné hned s počátku platně vzniklo, poněvadž manželům je dovoleno činiti společné nejen pořízení o pozůstalosti celé, nýbrž i o jednotlivých věcech, že tedy manželé platně mohou zřizovati společně nejen testamenty nýbrž i kodicily a že druhým pořízením p. Müllera nebylo zrušeno pořízení první, protože testamentem nemůže se kodicil a že pozdější testament činí neplatným jen dřívější testament a žádal za zamítnutí žaloby. Soud přípojil se k náhledu zástupce žalovaných a žalobu zamítl. — Rozhodnutí vyššího soudu v této věci očekáváno se strany právníků s velkým napjetím. bbox=[1088, 310, 1575, 1265]
news-item-text: Zemský výbor království Českého koupil od paní Veroniky Schöpplové dům č. 10—III. (Kovářnu) na nároží Thunovy a Tomášské ulice za 91.000 k. Pan Leopold Markvart, důlovedoucí, koupil společně s manželkou svou Marií od p. Frantiska a Kateřiny Hodkových dům č. 338 „u studánky“ v Bubnech-Holešovicích za 21.000 k. Pan František Korec, bývalý živnostník, koupil od paní Zdeňky Pospíšilové, od paní Boženy Fukseové a od p. Jaroslava Burška dům č. 110 ve Vávrově ulici na Král. Vinohradech za 62.700 k. Pan Maxmilian Langer, obchodník s lihovinami, koupil společně s manželkou svou Růženou od paní Jeronymy Gabrielové dům č. 679 v Havlíčkově třídě na Král. Vinohradech za 63.000 k. — Pan František Urban, stavitel na Smíchově, koupil od matky své místo č. parc. 68 s jednopatrovým domem v hlavní třídě král. města Berouna. Tento dům hodlá stavitel p. Urban rozbourati a na jeho místě a na místě dosavadního dvora vystavěti nový dvoupatrový dům. bbox=[92, 673, 584, 1017]
news-item: * Očkování dítek ve Vršovicích započne v sobotu dne 19. května t. r. o 2. hod. odpol.; očkovati budou obecní lékařové pp. dr. Pecival a Richter v budově obecní chlapecké školy čp. 362. Páni rodičové a pěstouni se vybízejí, aby dítky své k očkování předvedli. bbox=[92, 1475, 584, 1571]
news-item-headline: Ohně na venkově. bbox=[617, 2066, 784, 2086]
